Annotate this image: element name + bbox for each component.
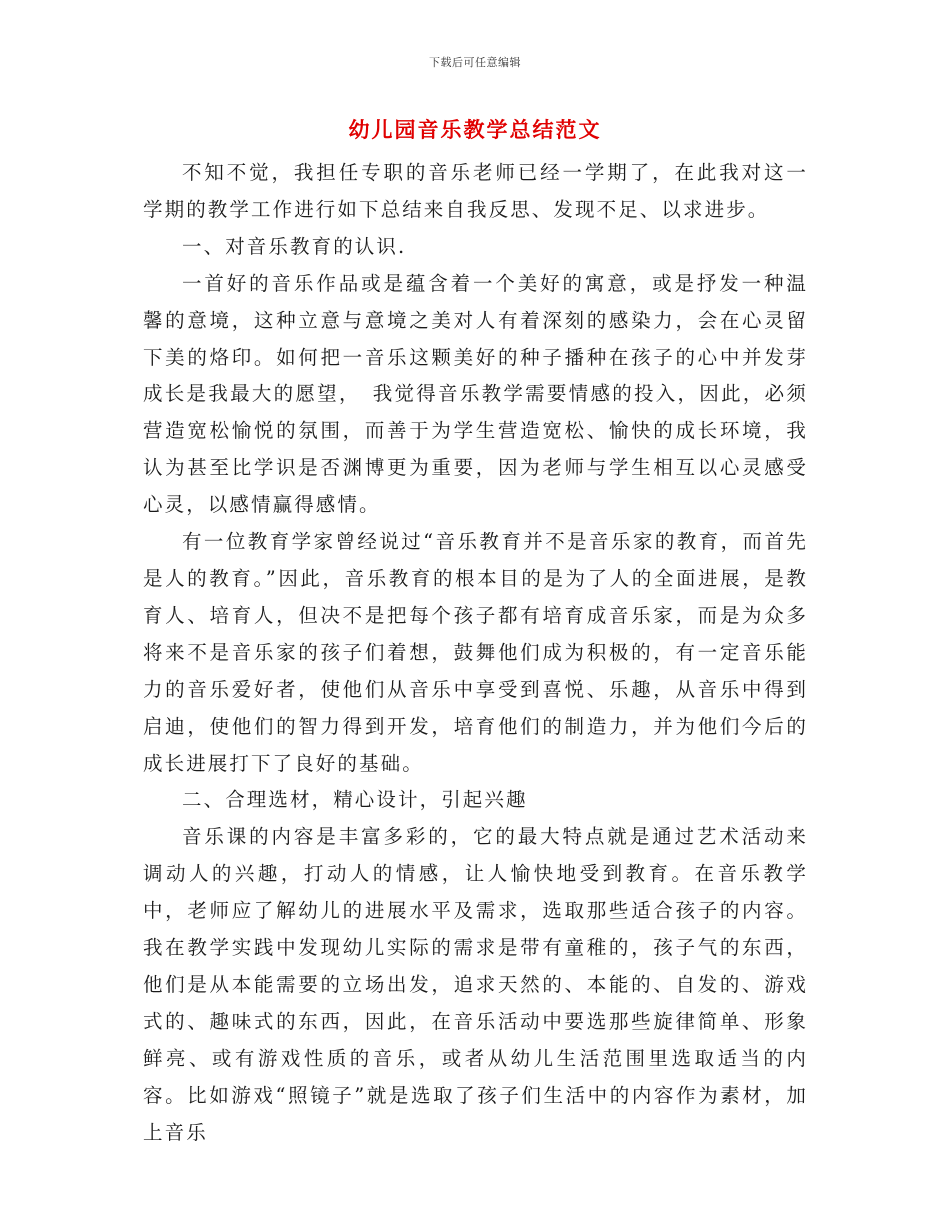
paragraph-educator-quote: 有一位教育学家曾经说过“音乐教育并不是音乐家的教育，而首先是人的教育。”因此，音乐教育的根本目的是为了人的全面进展，是教育人、培育人，但决不是把每个孩子都有培育成音乐家，而是为众多将来不是音乐家的孩子们着想，鼓舞他们成为积极的，有一定音乐能力的音乐爱好者，使他们从音乐中享受到喜悦、乐趣，从音乐中得到启迪，使他们的智力得到开发，培育他们的制造力，并为他们今后的成长进展打下了良好的基础。 bbox=[143, 530, 808, 775]
paragraph-music-work: 一首好的音乐作品或是蕴含着一个美好的寓意，或是抒发一种温馨的意境，这种立意与意境之美对人有着深刻的感染力，会在心灵留下美的烙印。如何把一音乐这颗美好的种子播种在孩子的心中并发芽成长是我最大的愿望， 我觉得音乐教学需要情感的投入，因此，必须营造宽松愉悦的氛围，而善于为学生营造宽松、愉快的成长环境，我认为甚至比学识是否渊博更为重要，因为老师与学生相互以心灵感受心灵，以感情赢得感情。 bbox=[143, 271, 808, 517]
section-heading-1: 一、对音乐教育的认识. bbox=[182, 234, 407, 258]
paragraph-content-selection: 音乐课的内容是丰富多彩的，它的最大特点就是通过艺术活动来调动人的兴趣，打动人的情感，让人愉快地受到教育。在音乐教学中，老师应了解幼儿的进展水平及需求，选取那些适合孩子的内容。我在教学实践中发现幼儿实际的需求是带有童稚的，孩子气的东西，他们是从本能需要的立场出发，追求天然的、本能的、自发的、游戏式的、趣味式的东西，因此，在音乐活动中要选那些旋律简单、形象鲜亮、或有游戏性质的音乐，或者从幼儿生活范围里选取适当的内容。比如游戏“照镜子”就是选取了孩子们生活中的内容作为素材，加上音乐 bbox=[143, 825, 808, 1144]
document-title: 幼儿园音乐教学总结范文 bbox=[348, 117, 602, 142]
document-body bbox=[143, 155, 808, 1151]
paragraph-intro: 不知不觉，我担任专职的音乐老师已经一学期了，在此我对这一学期的教学工作进行如下总结来自我反思、发现不足、以求进步。 bbox=[143, 161, 808, 221]
section-heading-2: 二、合理选材，精心设计，引起兴趣 bbox=[182, 788, 528, 812]
page-header: 下载后可任意编辑 bbox=[429, 56, 521, 69]
